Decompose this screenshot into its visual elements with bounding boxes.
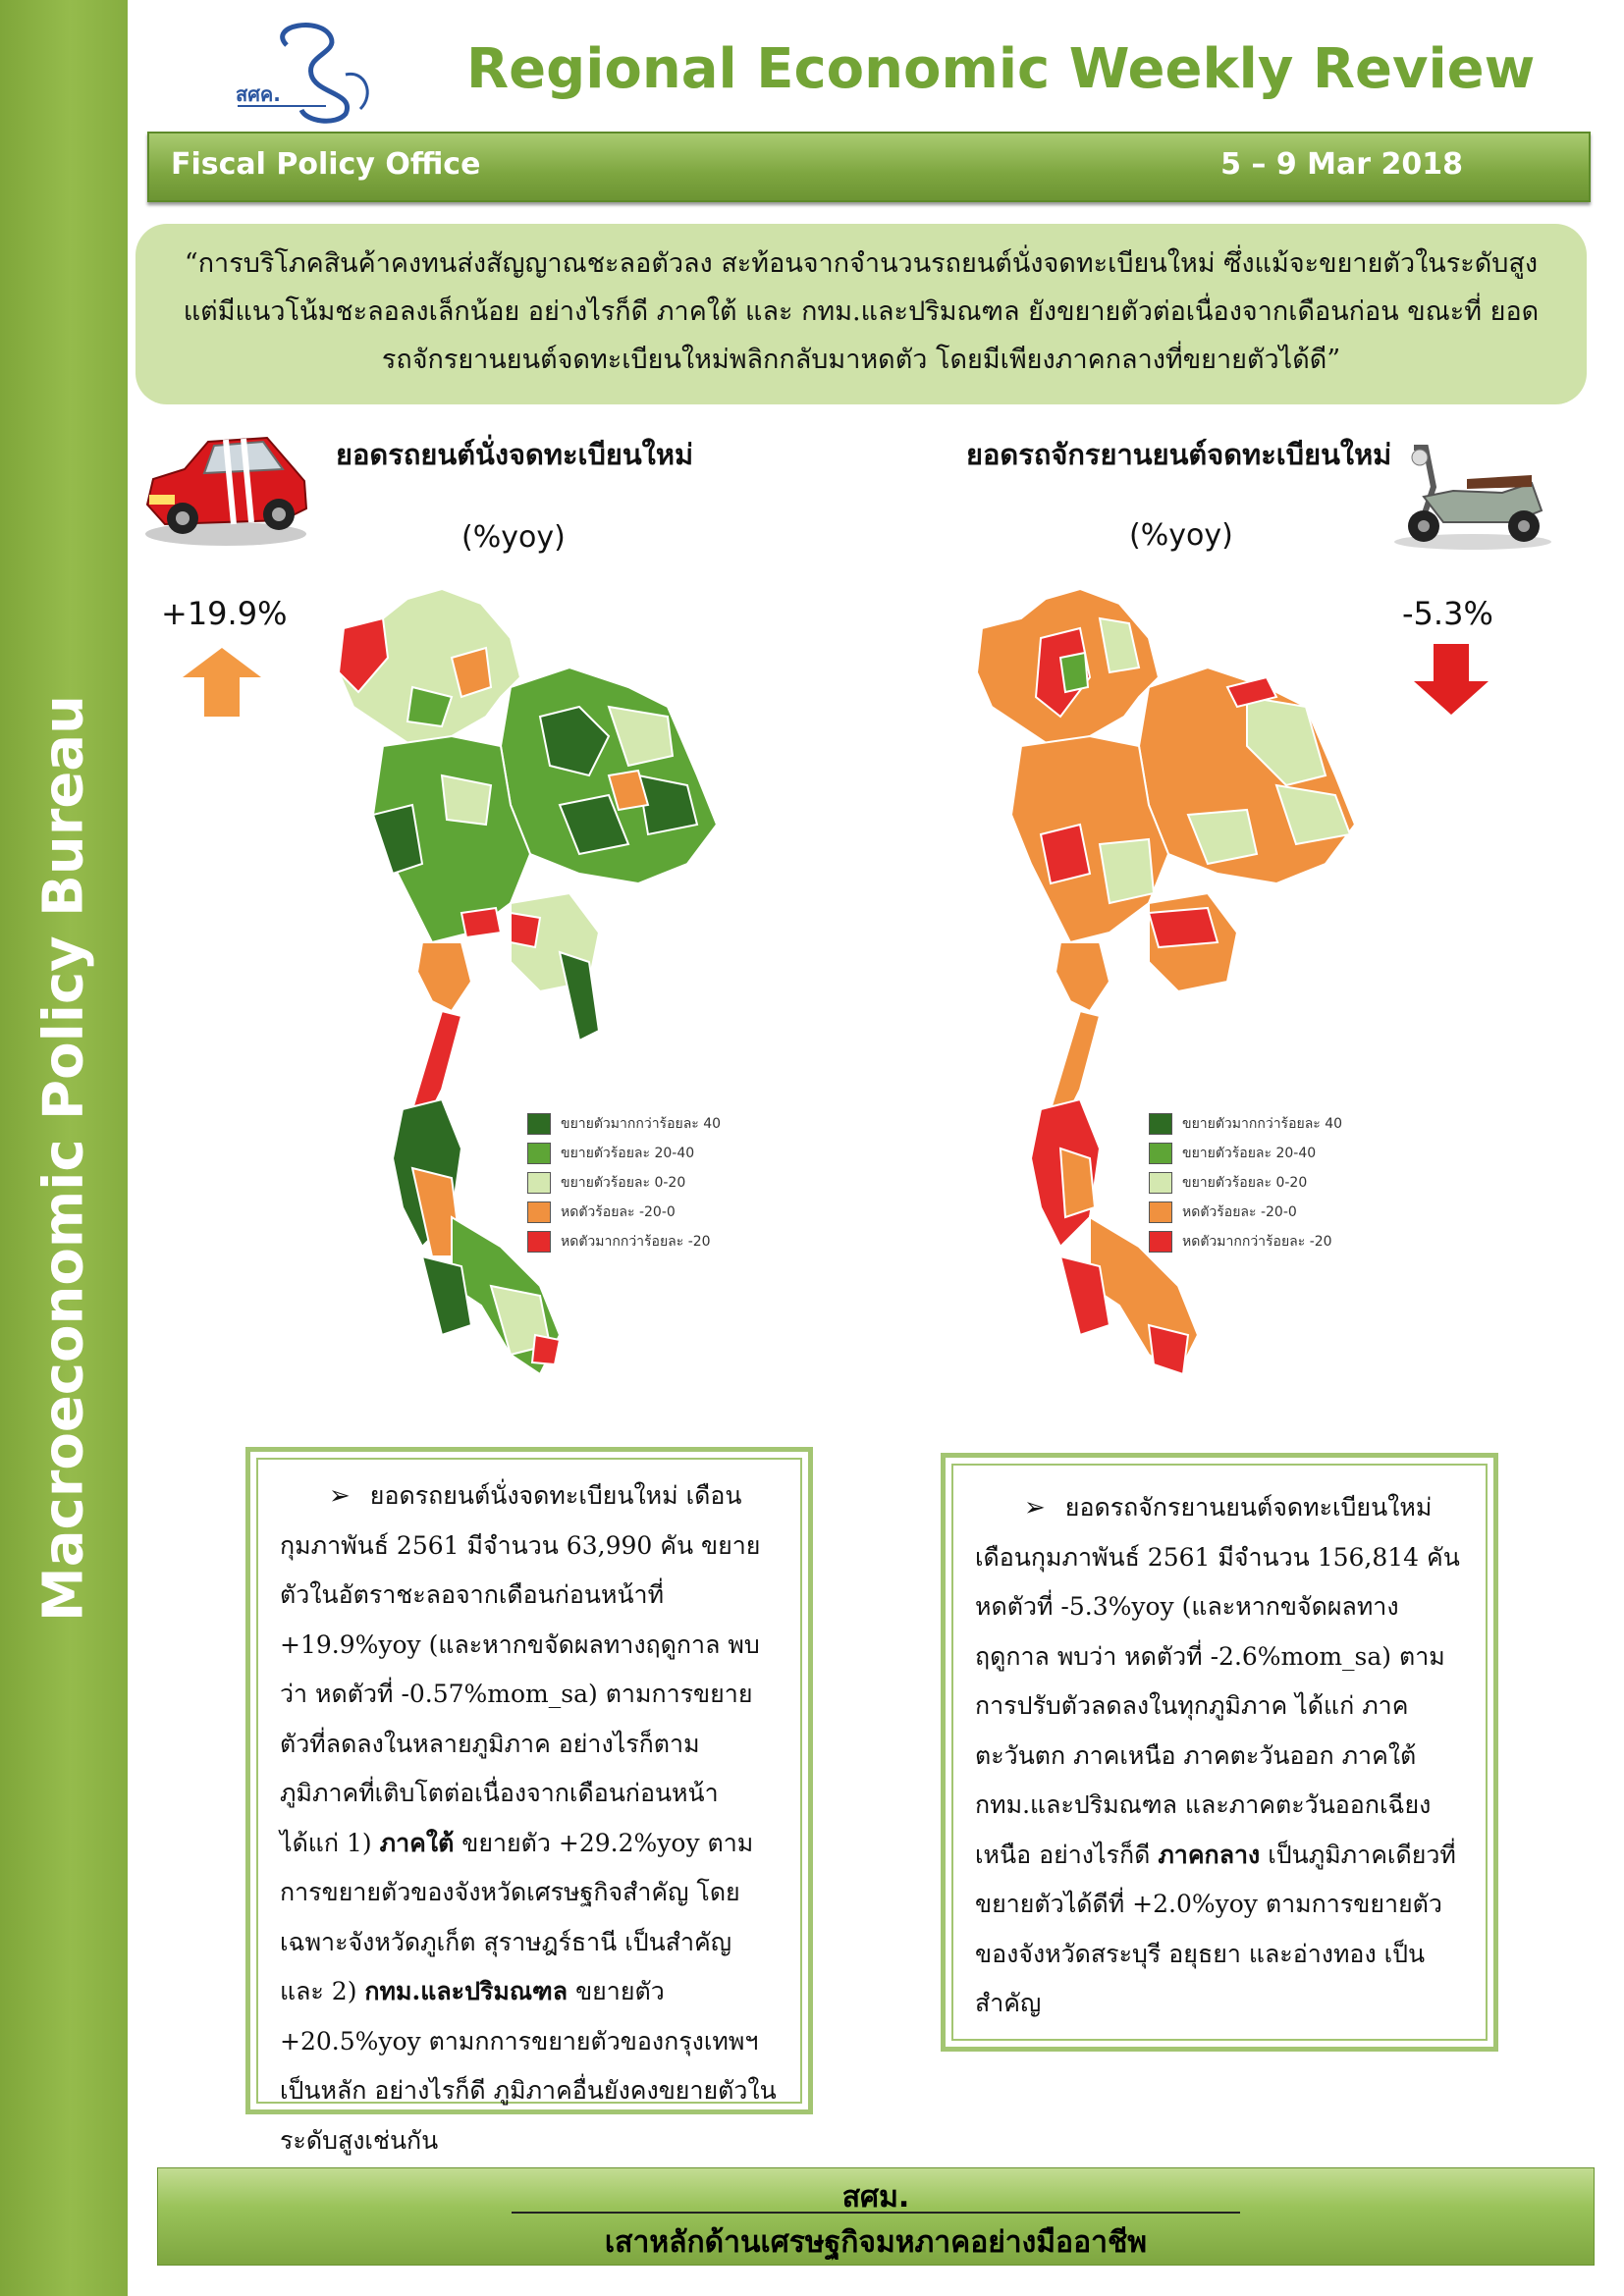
left-text-body: กุมภาพันธ์ 2561 มีจำนวน 63,990 คัน ขยายตัวในอัตราชะลอจากเดือนก่อนหน้าที่ +19.9%yoy (และหากขจัดผลทางฤดูกาล พบว่า หดตัวที่ -0.57%mom_sa) ตามการขยายตัวที่ลดลงในหลายภูมิภาค อย่างไรก็ตาม ภูมิภาคที่เติบโตต่อเนื่องจากเดือนก่อนหน้า ได้แก่ 1) xyxy=(280,1530,761,1857)
left-text-content xyxy=(280,1471,779,2165)
side-bar xyxy=(0,0,128,2296)
legend-swatch xyxy=(527,1143,551,1164)
bullet-arrow-icon: ➢ xyxy=(329,1481,351,1511)
right-map-legend xyxy=(1149,1109,1342,1256)
left-map-title: ยอดรถยนต์นั่งจดทะเบียนใหม่ xyxy=(336,438,694,471)
logo-text: สศค. xyxy=(236,82,281,106)
legend-label: ขยายตัวร้อยละ 0-20 xyxy=(1182,1175,1308,1191)
footer-divider xyxy=(512,2212,1240,2214)
left-change-value: +19.9% xyxy=(161,595,288,632)
car-icon xyxy=(135,414,312,556)
legend-item xyxy=(1149,1198,1342,1227)
summary-quote: “การบริโภคสินค้าคงทนส่งสัญญาณชะลอตัวลง สะท้อนจากจำนวนรถยนต์นั่งจดทะเบียนใหม่ ซึ่งแม้จะขยายตัวในระดับสูงแต่มีแนวโน้มชะลอลงเล็กน้อย อย่างไรก็ดี ภาคใต้ และ กทม.และปริมณฑล ยังขยายตัวต่อเนื่องจากเดือนก่อน ขณะที่ ยอดรถจักรยานยนต์จดทะเบียนใหม่พลิกกลับมาหดตัว โดยมีเพียงภาคกลางที่ขยายตัวได้ดี” xyxy=(183,248,1540,375)
legend-label: ขยายตัวร้อยละ 0-20 xyxy=(561,1175,686,1191)
fpo-logo xyxy=(228,16,385,129)
down-arrow-icon xyxy=(1414,644,1489,719)
bullet-arrow-icon: ➢ xyxy=(1024,1493,1046,1522)
legend-label: ขยายตัวมากกว่าร้อยละ 40 xyxy=(561,1116,722,1132)
legend-swatch xyxy=(1149,1231,1172,1253)
left-map-unit: (%yoy) xyxy=(461,520,566,555)
legend-label: หดตัวมากกว่าร้อยละ -20 xyxy=(561,1234,711,1250)
header-date: 5 – 9 Mar 2018 xyxy=(1220,147,1463,182)
right-text-lead: ยอดรถจักรยานยนต์จดทะเบียนใหม่ xyxy=(1064,1493,1433,1522)
up-arrow-icon xyxy=(183,648,261,721)
legend-item xyxy=(527,1139,721,1168)
header-org: Fiscal Policy Office xyxy=(171,147,481,182)
right-text-content xyxy=(975,1483,1464,2029)
legend-label: ขยายตัวมากกว่าร้อยละ 40 xyxy=(1182,1116,1343,1132)
scooter-icon xyxy=(1384,428,1557,556)
legend-swatch xyxy=(1149,1113,1172,1135)
legend-item xyxy=(527,1227,721,1256)
left-text-bold-bkk: กทม.และปริมณฑล xyxy=(364,1977,568,2005)
legend-item xyxy=(527,1109,721,1139)
legend-label: หดตัวร้อยละ -20-0 xyxy=(561,1204,676,1220)
side-bar-label: Macroeconomic Policy Bureau xyxy=(31,695,96,1622)
left-thailand-map xyxy=(314,579,756,1398)
legend-item xyxy=(1149,1227,1342,1256)
legend-item xyxy=(1149,1109,1342,1139)
left-text-body-2: ขยายตัว +29.2%yoy ตามการขยายตัวของจังหวัดเศรษฐกิจสำคัญ โดยเฉพาะจังหวัดภูเก็ต สุราษฎร์ธานี เป็นสำคัญ และ 2) xyxy=(280,1828,754,2005)
legend-item xyxy=(1149,1139,1342,1168)
page-title: Regional Economic Weekly Review xyxy=(466,37,1536,101)
footer-org: สศม. xyxy=(841,2180,910,2215)
legend-label: หดตัวมากกว่าร้อยละ -20 xyxy=(1182,1234,1332,1250)
footer-slogan: เสาหลักด้านเศรษฐกิจมหภาคอย่างมืออาชีพ xyxy=(604,2225,1148,2260)
right-change-value: -5.3% xyxy=(1402,595,1493,632)
summary-quote-box xyxy=(135,224,1587,404)
legend-item xyxy=(527,1198,721,1227)
left-text-lead: ยอดรถยนต์นั่งจดทะเบียนใหม่ เดือน xyxy=(369,1481,742,1510)
legend-item xyxy=(1149,1168,1342,1198)
legend-label: ขยายตัวร้อยละ 20-40 xyxy=(561,1146,695,1161)
right-text-body-2: เป็นภูมิภาคเดียวที่ขยายตัวได้ดีที่ +2.0%yoy ตามการขยายตัวของจังหวัดสระบุรี อยุธยา และอ่างทอง เป็นสำคัญ xyxy=(975,1840,1456,2017)
left-text-bold-south: ภาคใต้ xyxy=(379,1828,455,1857)
right-map-unit: (%yoy) xyxy=(1129,518,1233,553)
legend-swatch xyxy=(527,1172,551,1194)
legend-label: ขยายตัวร้อยละ 20-40 xyxy=(1182,1146,1317,1161)
footer-bar xyxy=(157,2167,1595,2266)
legend-swatch xyxy=(527,1231,551,1253)
right-thailand-map xyxy=(952,579,1394,1398)
legend-label: หดตัวร้อยละ -20-0 xyxy=(1182,1204,1297,1220)
right-text-body: เดือนกุมภาพันธ์ 2561 มีจำนวน 156,814 คัน หดตัวที่ -5.3%yoy (และหากขจัดผลทางฤดูกาล พบว่า หดตัวที่ -2.6%mom_sa) ตามการปรับตัวลดลงในทุกภูมิภาค ได้แก่ ภาคตะวันตก ภาคเหนือ ภาคตะวันออก ภาคใต้ กทม.และปริมณฑล และภาคตะวันออกเฉียงเหนือ อย่างไรก็ดี xyxy=(975,1542,1460,1869)
legend-swatch xyxy=(1149,1143,1172,1164)
legend-swatch xyxy=(527,1201,551,1223)
left-text-box xyxy=(245,1447,813,2155)
legend-item xyxy=(527,1168,721,1198)
legend-swatch xyxy=(1149,1201,1172,1223)
right-map-title: ยอดรถจักรยานยนต์จดทะเบียนใหม่ xyxy=(966,438,1392,471)
left-map-legend xyxy=(527,1109,721,1256)
legend-swatch xyxy=(527,1113,551,1135)
right-text-box xyxy=(941,1453,1498,2052)
header-bar xyxy=(147,132,1591,202)
left-text-body-3: ขยายตัว +20.5%yoy ตามกการขยายตัวของกรุงเทพฯ เป็นหลัก อย่างไรก็ดี ภูมิภาคอื่นยังคงขยายตัวในระดับสูงเช่นกัน xyxy=(280,1977,777,2155)
legend-swatch xyxy=(1149,1172,1172,1194)
right-text-bold-central: ภาคกลาง xyxy=(1158,1840,1261,1869)
